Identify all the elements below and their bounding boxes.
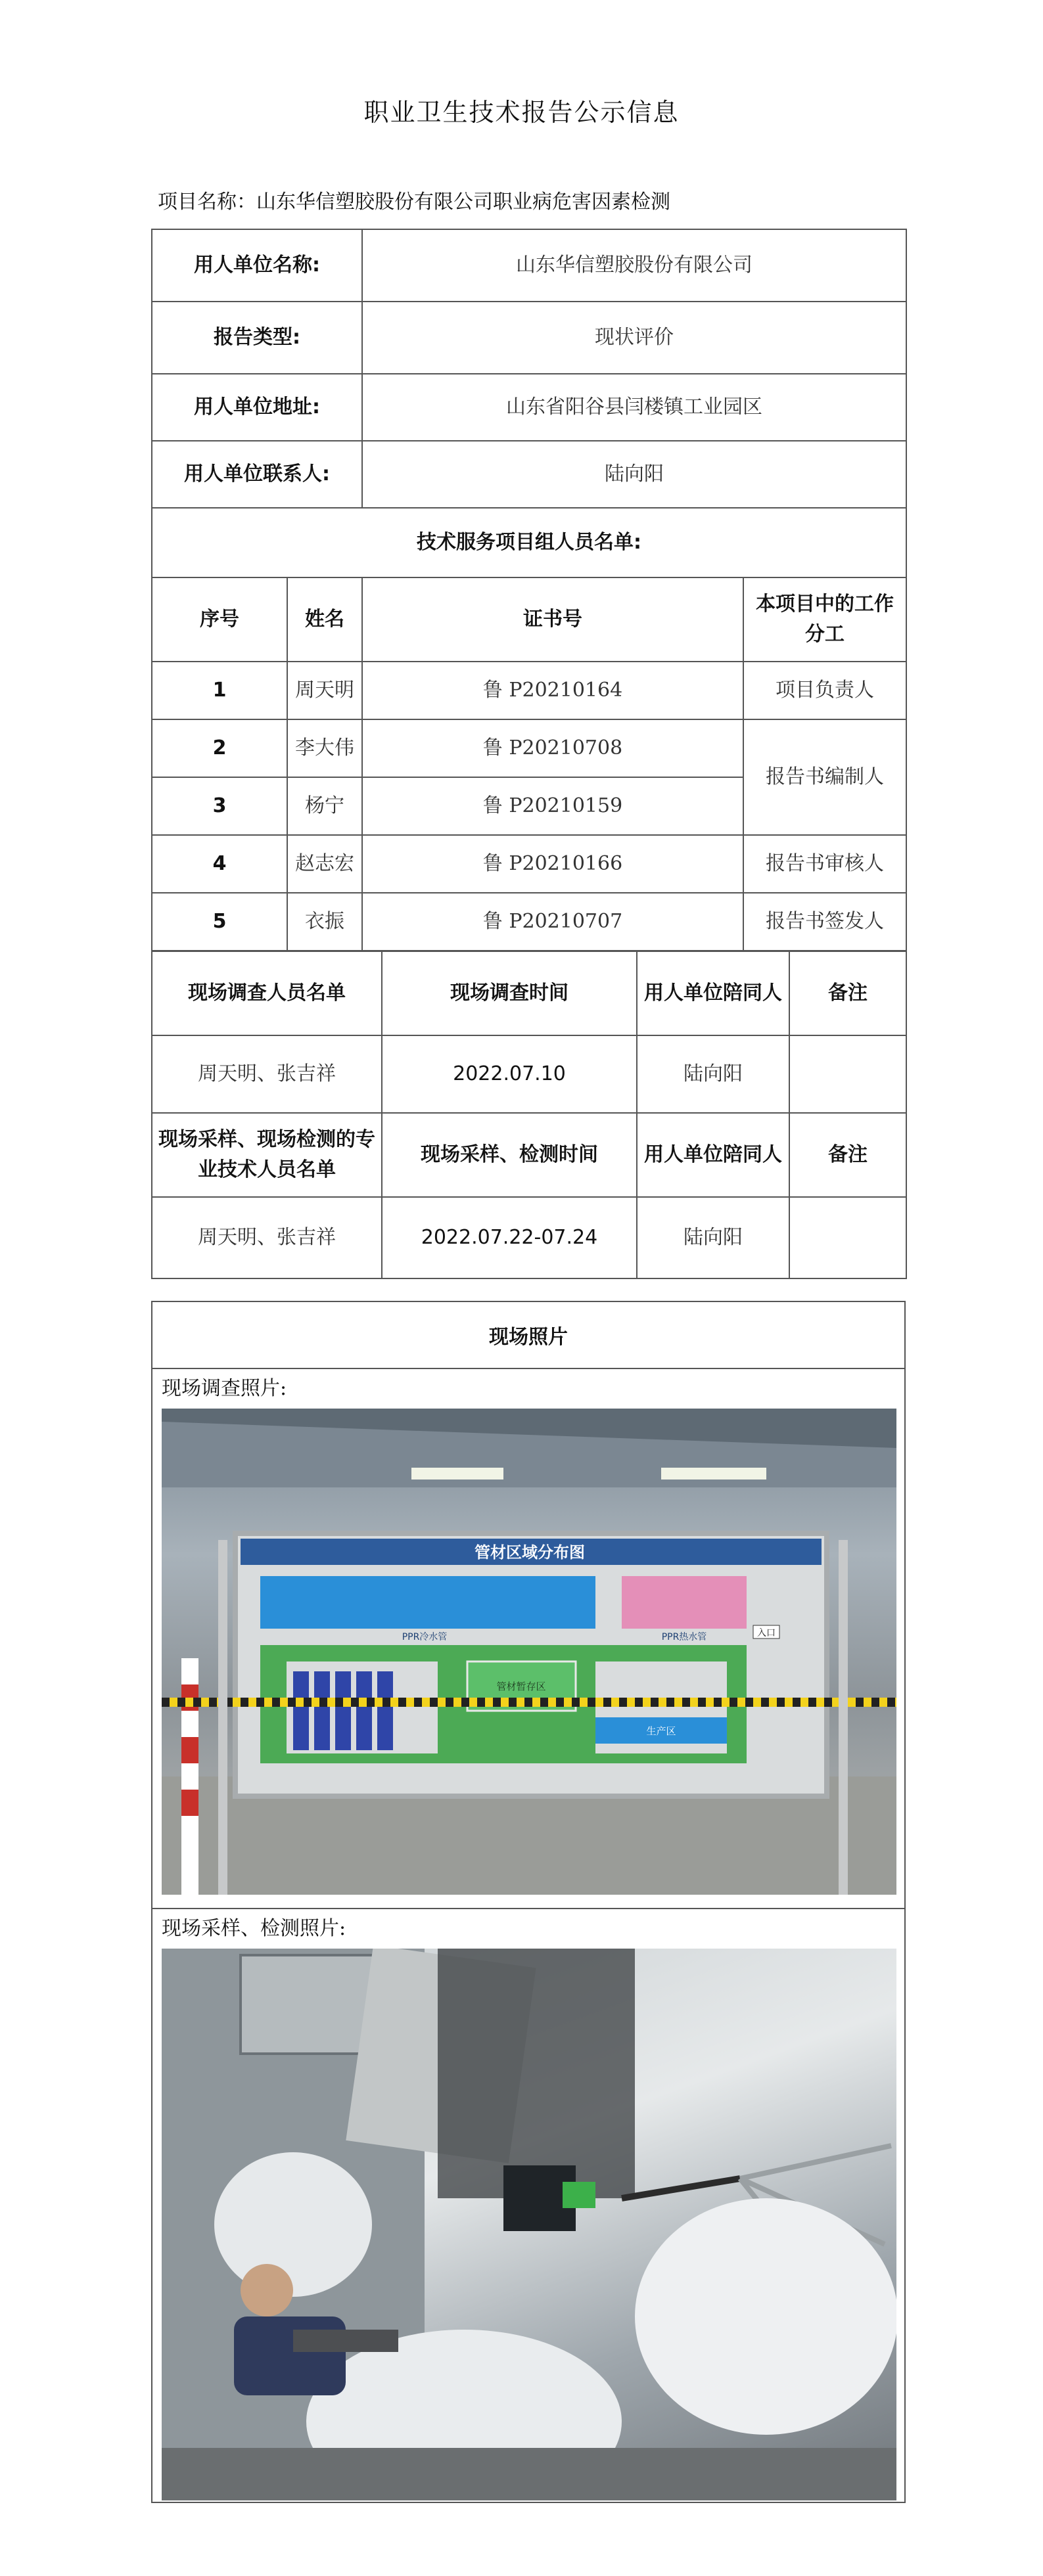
col-cert: 证书号 bbox=[362, 577, 743, 662]
sampling-date: 2022.07.22-07.24 bbox=[382, 1197, 637, 1278]
board-storage-zone: 管材暂存区 bbox=[496, 1681, 546, 1692]
address-value: 山东省阳谷县闫楼镇工业园区 bbox=[362, 374, 906, 441]
photo-section bbox=[151, 1301, 906, 2503]
col-no: 序号 bbox=[152, 577, 287, 662]
report-type-row bbox=[152, 302, 906, 374]
table-row bbox=[152, 662, 906, 719]
employer-label: 用人单位名称: bbox=[152, 229, 362, 302]
table-row bbox=[152, 719, 906, 777]
sampling-col-people: 现场采样、现场检测的专业技术人员名单 bbox=[152, 1113, 382, 1197]
team-header-row bbox=[152, 577, 906, 662]
contact-label: 用人单位联系人: bbox=[152, 441, 362, 508]
team-heading: 技术服务项目组人员名单: bbox=[152, 508, 906, 577]
survey-date: 2022.07.10 bbox=[382, 1035, 637, 1113]
member-name: 周天明 bbox=[287, 662, 362, 719]
member-no: 5 bbox=[152, 893, 287, 951]
report-type-value: 现状评价 bbox=[362, 302, 906, 374]
employer-value: 山东华信塑胶股份有限公司 bbox=[362, 229, 906, 302]
sampling-photo-label: 现场采样、检测照片: bbox=[162, 1917, 346, 1940]
table-row bbox=[152, 1197, 906, 1278]
survey-escort: 陆向阳 bbox=[637, 1035, 789, 1113]
project-value: 山东华信塑胶股份有限公司职业病危害因素检测 bbox=[256, 191, 670, 214]
sampling-people: 周天明、张吉祥 bbox=[152, 1197, 382, 1278]
project-label: 项目名称： bbox=[158, 191, 256, 214]
sampling-photo bbox=[162, 1949, 896, 2500]
info-table bbox=[151, 229, 907, 951]
board-production-zone: 生产区 bbox=[646, 1725, 676, 1737]
survey-col-escort: 用人单位陪同人 bbox=[637, 951, 789, 1035]
contact-row bbox=[152, 441, 906, 508]
contact-value: 陆向阳 bbox=[362, 441, 906, 508]
page-title: 职业卫生技术报告公示信息 bbox=[363, 98, 680, 127]
member-role: 报告书审核人 bbox=[743, 835, 906, 893]
survey-photo-label: 现场调查照片: bbox=[162, 1377, 287, 1400]
team-heading-row bbox=[152, 508, 906, 577]
sampling-escort: 陆向阳 bbox=[637, 1197, 789, 1278]
sampling-col-date: 现场采样、检测时间 bbox=[382, 1113, 637, 1197]
survey-note bbox=[789, 1035, 906, 1113]
table-row bbox=[152, 1035, 906, 1113]
table-row bbox=[152, 893, 906, 951]
member-no: 4 bbox=[152, 835, 287, 893]
survey-col-note: 备注 bbox=[789, 951, 906, 1035]
member-cert: 鲁 P20210159 bbox=[362, 777, 743, 835]
member-name: 李大伟 bbox=[287, 719, 362, 777]
photo-heading: 现场照片 bbox=[152, 1302, 904, 1369]
address-label: 用人单位地址: bbox=[152, 374, 362, 441]
member-name: 杨宁 bbox=[287, 777, 362, 835]
member-no: 1 bbox=[152, 662, 287, 719]
report-type-label: 报告类型: bbox=[152, 302, 362, 374]
member-role: 报告书签发人 bbox=[743, 893, 906, 951]
col-role: 本项目中的工作分工 bbox=[743, 577, 906, 662]
survey-header-row bbox=[152, 951, 906, 1035]
member-name: 衣振 bbox=[287, 893, 362, 951]
survey-col-date: 现场调查时间 bbox=[382, 951, 637, 1035]
survey-photo-illustration bbox=[162, 1409, 896, 1895]
member-cert: 鲁 P20210707 bbox=[362, 893, 743, 951]
sampling-col-escort: 用人单位陪同人 bbox=[637, 1113, 789, 1197]
board-ppr-hot: PPR热水管 bbox=[661, 1632, 707, 1642]
survey-photo bbox=[162, 1409, 896, 1895]
sampling-header-row bbox=[152, 1113, 906, 1197]
survey-table bbox=[151, 951, 907, 1279]
sampling-col-note: 备注 bbox=[789, 1113, 906, 1197]
member-name: 赵志宏 bbox=[287, 835, 362, 893]
member-cert: 鲁 P20210164 bbox=[362, 662, 743, 719]
sampling-photo-illustration bbox=[162, 1949, 896, 2500]
employer-row bbox=[152, 229, 906, 302]
member-role: 项目负责人 bbox=[743, 662, 906, 719]
board-entrance: 入口 bbox=[757, 1628, 776, 1638]
col-name: 姓名 bbox=[287, 577, 362, 662]
survey-col-people: 现场调查人员名单 bbox=[152, 951, 382, 1035]
address-row bbox=[152, 374, 906, 441]
table-row bbox=[152, 835, 906, 893]
member-role: 报告书编制人 bbox=[743, 719, 906, 835]
member-no: 2 bbox=[152, 719, 287, 777]
sampling-note bbox=[789, 1197, 906, 1278]
project-name bbox=[158, 185, 670, 214]
member-no: 3 bbox=[152, 777, 287, 835]
board-ppr-cold: PPR冷水管 bbox=[402, 1632, 448, 1642]
member-cert: 鲁 P20210708 bbox=[362, 719, 743, 777]
survey-people: 周天明、张吉祥 bbox=[152, 1035, 382, 1113]
member-cert: 鲁 P20210166 bbox=[362, 835, 743, 893]
board-title: 管材区域分布图 bbox=[475, 1543, 585, 1562]
